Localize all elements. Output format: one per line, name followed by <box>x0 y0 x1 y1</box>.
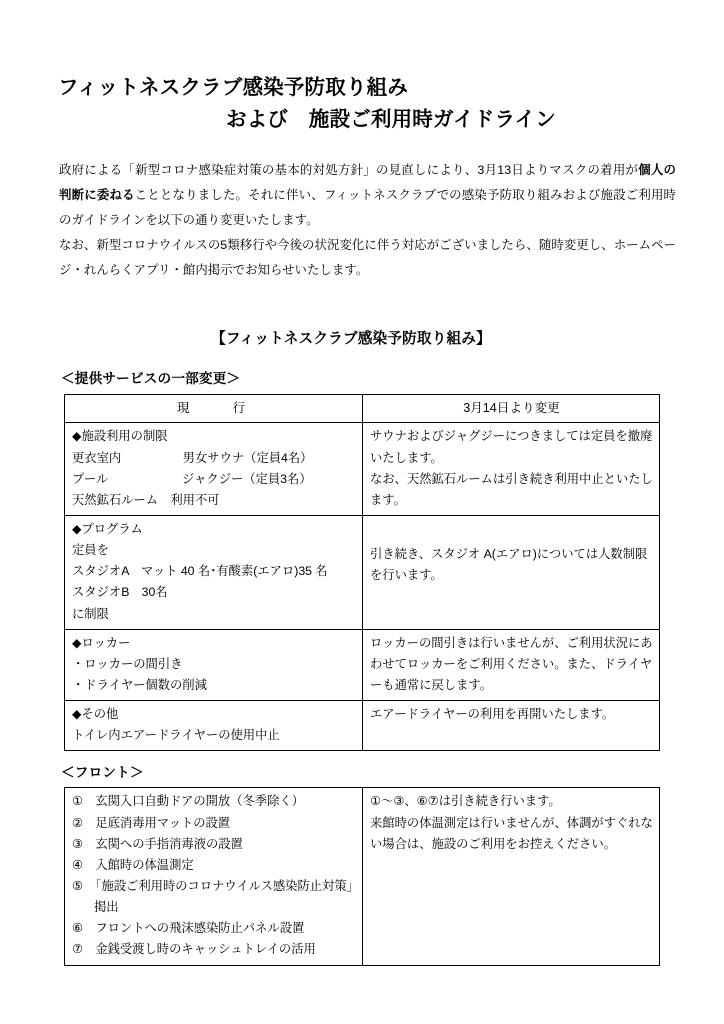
page-title <box>0 0 724 136</box>
cell-text-line: 天然鉱石ルーム 利用不可 <box>72 492 220 507</box>
intro-p1-emphasis: 個人の判断に委ねる <box>59 162 676 202</box>
service-table-wrapper <box>0 394 724 752</box>
cell-text-line: ◆施設利用の制限 <box>72 429 168 444</box>
cell-text-paragraph: なお、天然鉱石ルームは引き続き利用中止といたします。 <box>370 471 653 507</box>
table-row <box>65 701 660 751</box>
cell-text-line: プール ジャクジー（定員3名） <box>72 471 312 486</box>
column-header-current <box>65 394 363 423</box>
cell-text-paragraph: 来館時の体温測定は行いませんが、体調がすぐれない場合は、施設のご利用をお控えください。 <box>370 815 653 851</box>
cell-text-line: 定員を <box>72 543 109 558</box>
intro-section <box>0 136 724 283</box>
cell-current-program <box>65 515 363 629</box>
list-item: ① 玄関入口自動ドアの開放（冬季除く） <box>72 794 304 809</box>
cell-text-paragraph: ①～③、⑥⑦は引き続き行います。 <box>370 794 561 809</box>
cell-changed-facility <box>363 423 660 516</box>
list-item: ⑥ フロントへの飛沫感染防止パネル設置 <box>72 921 305 936</box>
cell-text-paragraph: エアードライヤーの利用を再開いたします。 <box>370 707 615 722</box>
cell-current-other <box>65 701 363 751</box>
cell-text-line: スタジオA マット 40 名･有酸素(エアロ)35 名 <box>72 564 328 579</box>
cell-current-facility <box>65 423 363 516</box>
title-line-2: および 施設ご利用時ガイドライン <box>226 107 556 131</box>
bracket-heading: 【フィットネスクラブ感染予防取り組み】 <box>211 330 491 347</box>
cell-changed-locker <box>363 629 660 700</box>
title-line-1: フィットネスクラブ感染予防取り組み <box>58 76 409 99</box>
cell-text-line: ◆その他 <box>72 707 119 722</box>
service-table-body <box>65 423 660 751</box>
list-item: ⑤ 「施設ご利用時のコロナウイルス感染防止対策」掲出 <box>72 878 353 915</box>
list-item: ② 足底消毒用マットの設置 <box>72 815 231 830</box>
front-measures-table <box>64 787 660 965</box>
cell-text-paragraph: 引き続き、スタジオ A(エアロ)については人数制限を行います。 <box>370 546 648 583</box>
intro-p1-part-a: 政府による「新型コロナ感染症対策の基本的対処方針」の見直しにより、3月13日よりマスクの着用が <box>59 162 639 177</box>
table-row <box>65 423 660 516</box>
list-item: ⑦ 金銭受渡し時のキャッシュトレイの活用 <box>72 942 316 957</box>
section-label-front: ＜フロント＞ <box>61 765 144 781</box>
service-change-table <box>64 394 660 752</box>
front-table-wrapper <box>0 787 724 965</box>
table-row <box>65 515 660 629</box>
list-item: ③ 玄関への手指消毒液の設置 <box>72 836 243 851</box>
cell-changed-program <box>363 515 660 629</box>
cell-text-paragraph: サウナおよびジャグジーにつきましては定員を撤廃いたします。 <box>370 429 653 465</box>
cell-text-line: トイレ内エアードライヤーの使用中止 <box>72 728 280 743</box>
list-item: ④ 入館時の体温測定 <box>72 857 194 872</box>
cell-text-paragraph: ロッカーの間引きは行いませんが、ご利用状況にあわせてロッカーをご利用ください。また、ドライヤーも通常に戻します。 <box>370 635 653 692</box>
column-header-current-label: 現 行 <box>176 400 252 415</box>
cell-current-locker <box>65 629 363 700</box>
table-row <box>65 788 660 965</box>
intro-p1-part-b: こととなりました。それに伴い、フィットネスクラブでの感染予防取り組みおよび施設ご利用時のガイドラインを以下の通り変更いたします。 <box>59 187 676 227</box>
cell-text-line: ◆プログラム <box>72 521 143 536</box>
table-header-row <box>65 394 660 423</box>
table-row <box>65 629 660 700</box>
cell-text-line: 更衣室内 男女サウナ（定員4名） <box>72 450 313 465</box>
section-label-service: ＜提供サービスの一部変更＞ <box>61 370 241 386</box>
intro-paragraph-2: なお、新型コロナウイルスの5類移行や今後の状況変化に伴う対応がございましたら、随時変更し、ホームページ・れんらくアプリ・館内掲示でお知らせいたします。 <box>59 237 676 277</box>
cell-text-line: に制限 <box>72 606 109 621</box>
cell-changed-other <box>363 701 660 751</box>
cell-text-line: ・ドライヤー個数の削減 <box>72 677 207 692</box>
cell-text-line: ◆ロッカー <box>72 635 131 650</box>
front-table-body <box>65 788 660 965</box>
cell-text-line: スタジオB 30名 <box>72 585 168 600</box>
intro-paragraph-1 <box>59 158 676 233</box>
cell-front-current-items <box>65 788 363 965</box>
column-header-changed: 3月14日より変更 <box>363 394 660 423</box>
cell-front-changed <box>363 788 660 965</box>
cell-text-line: ・ロッカーの間引き <box>72 656 183 671</box>
